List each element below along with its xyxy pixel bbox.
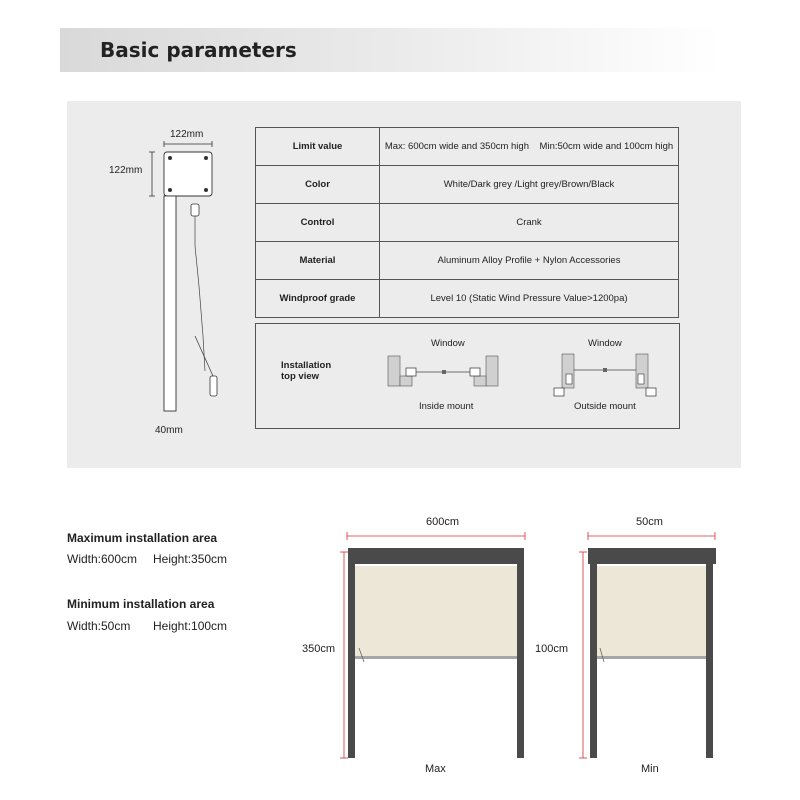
outside-mount-caption: Outside mount [574, 401, 636, 412]
parameter-panel [67, 101, 741, 468]
min-width-label: 50cm [636, 516, 663, 528]
parameter-table [255, 127, 679, 318]
table-row [256, 280, 679, 318]
min-frame-drawing [576, 530, 721, 762]
row-value: Max: 600cm wide and 350cm high Min:50cm wide and 100cm high [380, 128, 679, 166]
page-title: Basic parameters [100, 38, 297, 62]
row-label: Windproof grade [256, 280, 380, 318]
max-caption: Max [425, 763, 446, 775]
device-bottom-label: 40mm [155, 425, 183, 436]
outside-mount-diagram [548, 350, 663, 400]
inside-window-label: Window [431, 338, 465, 349]
row-label: Limit value [256, 128, 380, 166]
min-area-title: Minimum installation area [67, 597, 215, 611]
max-width: Width:600cm [67, 552, 138, 566]
row-value: Aluminum Alloy Profile + Nylon Accessories [380, 242, 679, 280]
max-area-title: Maximum installation area [67, 531, 218, 545]
max-width-label: 600cm [426, 516, 460, 528]
min-height: Height:100cm [153, 619, 228, 633]
installation-top-view [255, 323, 680, 429]
min-caption: Min [641, 763, 659, 775]
row-value: Crank [380, 204, 679, 242]
max-frame-drawing [338, 530, 538, 762]
installation-label: Installation top view [281, 360, 332, 382]
row-label: Control [256, 204, 380, 242]
table-row [256, 204, 679, 242]
inside-mount-caption: Inside mount [419, 401, 474, 412]
title-banner [60, 28, 720, 72]
min-height-label: 100cm [535, 643, 569, 655]
row-label: Material [256, 242, 380, 280]
row-label: Color [256, 166, 380, 204]
inside-mount-diagram [386, 350, 501, 392]
outside-window-label: Window [588, 338, 622, 349]
row-value: Level 10 (Static Wind Pressure Value>1200pa) [380, 280, 679, 318]
table-row [256, 242, 679, 280]
table-row [256, 166, 679, 204]
min-width: Width:50cm [67, 619, 131, 633]
device-height-label: 122mm [109, 165, 143, 176]
row-value: White/Dark grey /Light grey/Brown/Black [380, 166, 679, 204]
device-width-label: 122mm [170, 129, 204, 140]
table-row [256, 128, 679, 166]
max-height: Height:350cm [153, 552, 228, 566]
max-height-label: 350cm [302, 643, 336, 655]
crank-device-drawing [147, 136, 247, 421]
